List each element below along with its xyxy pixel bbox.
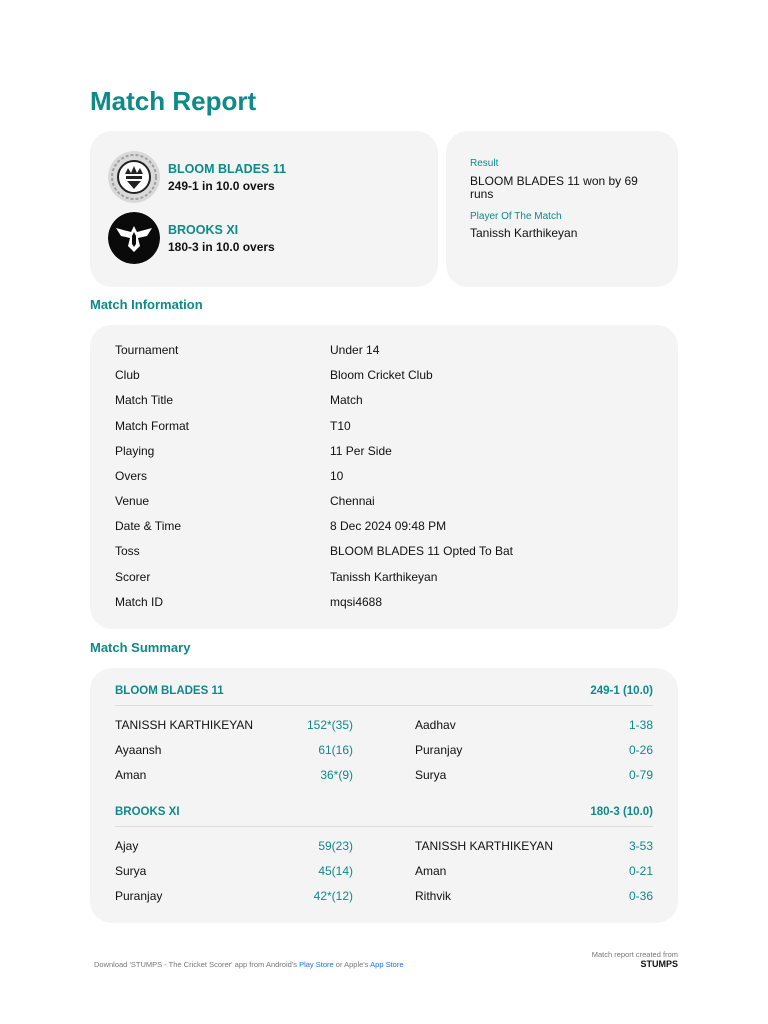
- batter-score: 45(14): [318, 864, 353, 878]
- info-label: Overs: [115, 469, 148, 483]
- bowler-figures: 0-79: [628, 768, 653, 782]
- result-label: Result: [470, 158, 499, 169]
- innings-header: [115, 685, 653, 706]
- credit-block: [592, 950, 678, 969]
- team-name: BROOKS XI: [168, 222, 239, 237]
- credit-text: Match report created from: [591, 950, 678, 959]
- batter-score: 59(23): [318, 839, 353, 853]
- player-row: [115, 839, 653, 855]
- bowler-figures: 3-53: [628, 839, 653, 853]
- bowler-figures: 0-26: [628, 743, 653, 757]
- info-value: 8 Dec 2024 09:48 PM: [330, 519, 447, 533]
- info-label: Club: [115, 368, 140, 382]
- match-information-title: Match Information: [90, 297, 203, 312]
- info-value: BLOOM BLADES 11 Opted To Bat: [330, 544, 513, 558]
- info-row-tournament: [115, 343, 658, 359]
- bowler-name: TANISSH KARTHIKEYAN: [415, 839, 554, 853]
- info-label: Match ID: [115, 595, 164, 609]
- info-row-toss: [115, 544, 658, 560]
- player-row: [115, 889, 653, 905]
- info-row-club: [115, 368, 658, 384]
- team-row: [108, 212, 275, 264]
- info-value: Match: [330, 393, 363, 407]
- batter-name: TANISSH KARTHIKEYAN: [115, 718, 254, 732]
- info-value: 11 Per Side: [330, 444, 392, 458]
- bowler-name: Aadhav: [415, 718, 456, 732]
- info-row-playing: [115, 444, 658, 460]
- download-text: or Apple's: [333, 960, 371, 969]
- info-label: Toss: [115, 544, 140, 558]
- batter-name: Puranjay: [115, 889, 163, 903]
- stumps-brand: STUMPS: [640, 959, 678, 969]
- info-label: Venue: [115, 494, 150, 508]
- batter-name: Aman: [115, 768, 147, 782]
- info-value: Bloom Cricket Club: [330, 368, 433, 382]
- info-label: Match Title: [115, 393, 174, 407]
- player-row: [115, 864, 653, 880]
- team-row: [108, 151, 286, 203]
- batter-name: Surya: [115, 864, 147, 878]
- innings-team-score: 249-1 (10.0): [590, 685, 653, 697]
- batter-name: Ajay: [115, 839, 139, 853]
- player-row: [115, 743, 653, 759]
- play-store-link[interactable]: Play Store: [299, 960, 334, 969]
- info-row-match-title: [115, 393, 658, 409]
- info-value: T10: [330, 419, 351, 433]
- download-text: Download 'STUMPS - The Cricket Scorer' app from Android's: [94, 960, 300, 969]
- bowler-name: Puranjay: [415, 743, 463, 757]
- info-row-match-id: [115, 595, 658, 611]
- result-card: [446, 131, 678, 287]
- info-value: Under 14: [330, 343, 380, 357]
- innings-team-name: BROOKS XI: [115, 806, 180, 818]
- bowler-figures: 1-38: [628, 718, 653, 732]
- info-row-match-format: [115, 419, 658, 435]
- player-row: [115, 718, 653, 734]
- info-row-venue: [115, 494, 658, 510]
- match-summary-title: Match Summary: [90, 640, 191, 655]
- info-value: 10: [330, 469, 344, 483]
- team-score: 180-3 in 10.0 overs: [168, 239, 275, 254]
- team-score: 249-1 in 10.0 overs: [168, 178, 275, 193]
- info-row-date-time: [115, 519, 658, 535]
- info-row-scorer: [115, 570, 658, 586]
- info-value: Chennai: [330, 494, 375, 508]
- bowler-name: Surya: [415, 768, 447, 782]
- innings-team-name: BLOOM BLADES 11: [115, 685, 224, 697]
- page-title: Match Report: [90, 86, 257, 116]
- bowler-figures: 0-36: [628, 889, 653, 903]
- batter-score: 42*(12): [313, 889, 353, 903]
- info-label: Playing: [115, 444, 155, 458]
- bowler-name: Rithvik: [415, 889, 452, 903]
- innings-team-score: 180-3 (10.0): [590, 806, 653, 818]
- app-store-link[interactable]: App Store: [370, 960, 404, 969]
- info-value: mqsi4688: [330, 595, 383, 609]
- player-row: [115, 768, 653, 784]
- bowler-name: Aman: [415, 864, 447, 878]
- info-label: Date & Time: [115, 519, 182, 533]
- info-label: Match Format: [115, 419, 190, 433]
- info-value: Tanissh Karthikeyan: [330, 570, 438, 584]
- bowler-figures: 0-21: [628, 864, 653, 878]
- info-label: Scorer: [115, 570, 151, 584]
- player-of-the-match-label: Player Of The Match: [470, 211, 562, 222]
- download-note: [94, 960, 404, 969]
- match-summary-card: [90, 668, 678, 923]
- batter-score: 36*(9): [320, 768, 353, 782]
- batter-name: Ayaansh: [115, 743, 162, 757]
- team-name: BLOOM BLADES 11: [168, 161, 287, 176]
- result-value: BLOOM BLADES 11 won by 69 runs: [470, 174, 638, 201]
- match-information-card: [90, 325, 678, 629]
- bloom-blades-logo-icon: [108, 151, 160, 203]
- batter-score: 152*(35): [306, 718, 353, 732]
- info-row-overs: [115, 469, 658, 485]
- teams-card: [90, 131, 438, 287]
- innings-header: [115, 806, 653, 827]
- info-label: Tournament: [115, 343, 179, 357]
- brooks-xi-logo-icon: [108, 212, 160, 264]
- batter-score: 61(16): [318, 743, 353, 757]
- player-of-the-match-value: Tanissh Karthikeyan: [470, 226, 578, 240]
